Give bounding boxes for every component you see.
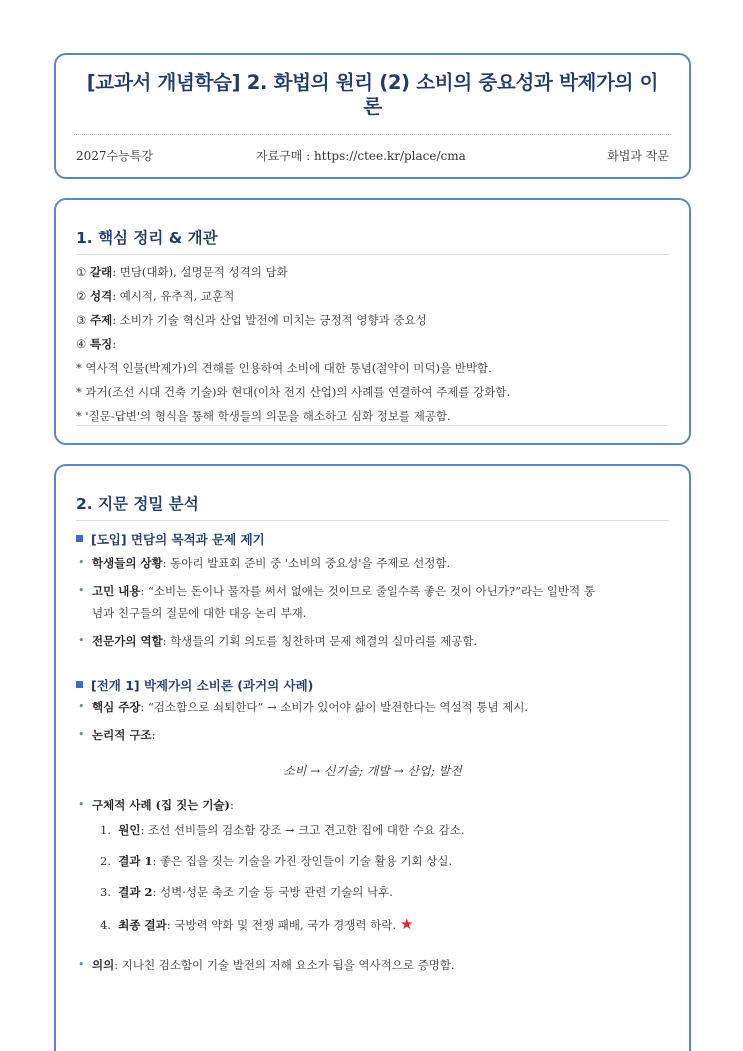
bullet-text: : “검소함으로 쇠퇴한다” → 소비가 있어야 삶이 발전한다는 역설적 통념 제시. [140, 700, 529, 714]
bullet-key: 학생들의 상황 [92, 556, 163, 570]
bullet-key: 논리적 구조 [92, 728, 152, 742]
case-number: 4. [100, 918, 111, 932]
bullet-key: 전문가의 역할 [92, 634, 163, 648]
case-item-cause [100, 822, 669, 838]
case-key: 최종 결과 [118, 918, 167, 932]
summary-note: * '질문-답변'의 형식을 통해 학생들의 의문을 해소하고 심화 정보를 제공함. [76, 409, 451, 423]
summary-divider [76, 425, 669, 426]
meta-subject: 화법과 작문 [607, 149, 669, 163]
summary-card [54, 198, 691, 445]
case-number: 1. [100, 823, 111, 837]
item-marker: ③ [76, 313, 87, 327]
item-text: : 소비가 기술 혁신과 산업 발전에 미치는 긍정적 영향과 중요성 [112, 313, 427, 327]
bullet-concrete-cases [76, 794, 669, 816]
case-number: 2. [100, 854, 111, 868]
item-text: : 예시적, 유추적, 교훈적 [112, 289, 235, 303]
square-marker-icon [76, 535, 83, 542]
item-marker: ① [76, 265, 87, 279]
bullet-dot-icon: • [78, 556, 85, 569]
bullet-key: 구체적 사례 (집 짓는 기술) [92, 798, 230, 812]
case-item-final-result [100, 915, 669, 933]
case-text: : 조선 선비들의 검소함 강조 → 크고 견고한 집에 대한 수요 감소. [140, 823, 465, 837]
subsection-heading-text: [도입] 면담의 목적과 문제 제기 [91, 532, 265, 547]
bullet-dot-icon: • [78, 728, 85, 741]
bullet-key: 의의 [92, 958, 115, 972]
bullet-dot-icon: • [78, 958, 85, 971]
bullet-dot-icon: • [78, 700, 85, 713]
bullet-key: 핵심 주장 [92, 700, 141, 714]
bullet-logical-structure [76, 724, 669, 746]
bullet-core-claim [76, 696, 669, 718]
case-key: 결과 1 [118, 854, 153, 868]
case-item-result-2 [100, 884, 669, 900]
bullet-dot-icon: • [78, 798, 85, 811]
subsection-heading-intro [76, 530, 265, 548]
meta-series: 2027수능특강 [76, 149, 153, 163]
bullet-text: : [151, 728, 156, 742]
item-key: 특징 [89, 337, 113, 351]
document-title-line-2: 론 [363, 95, 382, 118]
case-item-result-1 [100, 853, 669, 869]
square-marker-icon [76, 681, 83, 688]
analysis-card [54, 464, 691, 1051]
summary-item-features [76, 336, 669, 352]
case-key: 원인 [118, 823, 141, 837]
item-key: 주제 [89, 313, 113, 327]
bullet-expert-role [76, 630, 669, 652]
section-title-summary: 1. 핵심 정리 & 개관 [76, 226, 669, 255]
case-key: 결과 2 [118, 885, 153, 899]
bullet-text: : 학생들의 기획 의도를 칭찬하며 문제 해결의 실마리를 제공함. [162, 634, 478, 648]
bullet-students-situation [76, 552, 669, 574]
case-text: : 좋은 집을 짓는 기술을 가진 장인들이 기술 활용 기회 상실. [152, 854, 453, 868]
header-card [54, 53, 691, 179]
logic-formula: 소비 → 신기술; 개발 → 산업; 발전 [283, 764, 462, 778]
item-marker: ④ [76, 337, 87, 351]
case-text: : 성벽·성문 축조 기술 등 국방 관련 기술의 낙후. [152, 885, 393, 899]
item-text: : 면담(대화), 설명문적 성격의 담화 [112, 265, 288, 279]
bullet-text-continued: 념과 친구들의 질문에 대한 대응 논리 부재. [92, 606, 307, 620]
bullet-concern [76, 580, 669, 624]
summary-note: * 역사적 인물(박제가)의 견해를 인용하여 소비에 대한 통념(절약이 미덕)을 반박함. [76, 361, 492, 375]
meta-purchase-link[interactable]: 자료구매 : https://ctee.kr/place/cma [256, 149, 466, 163]
bullet-dot-icon: • [78, 584, 85, 597]
summary-note: * 과거(조선 시대 건축 기술)와 현대(이차 전지 산업)의 사례를 연결하여 주제를 강화함. [76, 385, 511, 399]
summary-item-genre [76, 264, 669, 280]
bullet-text: : [230, 798, 234, 812]
item-marker: ② [76, 289, 87, 303]
summary-item-nature [76, 288, 669, 304]
subsection-heading-development [76, 676, 313, 694]
document-title [72, 71, 673, 119]
bullet-key: 고민 내용 [92, 584, 141, 598]
case-number: 3. [100, 885, 111, 899]
subsection-heading-text: [전개 1] 박제가의 소비론 (과거의 사례) [91, 678, 314, 693]
item-key: 갈래 [89, 265, 113, 279]
case-text: : 국방력 약화 및 전쟁 패배, 국가 경쟁력 하락. [166, 918, 397, 932]
bullet-dot-icon: • [78, 634, 85, 647]
bullet-text: : 동아리 발표회 준비 중 '소비의 중요성'을 주제로 선정함. [162, 556, 451, 570]
star-icon: ★ [400, 915, 414, 933]
item-key: 성격 [89, 289, 113, 303]
bullet-text: : “소비는 돈이나 물자를 써서 없애는 것이므로 줄일수록 좋은 것이 아닌가?”라는 일반적 통 [140, 584, 595, 598]
bullet-significance [76, 954, 669, 976]
item-text: : [112, 337, 117, 351]
document-title-line-1: [교과서 개념학습] 2. 화법의 원리 (2) 소비의 중요성과 박제가의 이 [86, 71, 659, 94]
summary-item-theme [76, 312, 669, 328]
header-divider [74, 134, 671, 135]
bullet-text: : 지나친 검소함이 기술 발전의 저해 요소가 됨을 역사적으로 증명함. [114, 958, 455, 972]
section-title-analysis: 2. 지문 정밀 분석 [76, 492, 669, 521]
